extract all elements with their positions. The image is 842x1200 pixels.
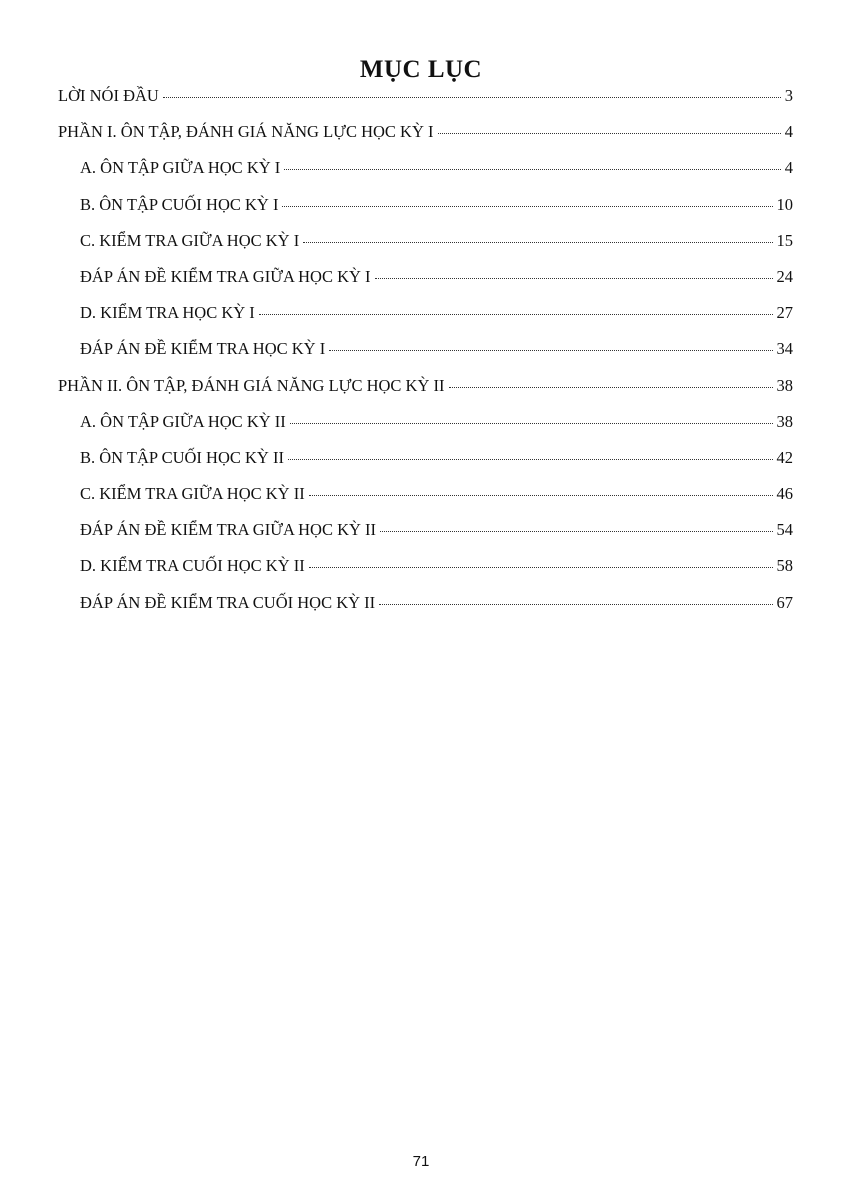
dot-leader [309,495,773,496]
toc-entry[interactable] [58,231,793,267]
toc-entry[interactable] [58,122,793,158]
toc-entry-page: 10 [776,194,793,214]
dot-leader [309,567,773,568]
dot-leader [284,169,780,170]
dot-leader [438,133,781,134]
toc-entry[interactable] [58,556,793,592]
dot-leader [379,604,772,605]
toc-entry-page: 15 [776,230,793,250]
dot-leader [163,97,781,98]
dot-leader [380,531,772,532]
table-of-contents [58,86,793,629]
dot-leader [375,278,773,279]
dot-leader [290,423,773,424]
toc-entry[interactable] [58,593,793,629]
toc-entry[interactable] [58,267,793,303]
toc-entry-label: LỜI NÓI ĐẦU [58,86,159,105]
toc-entry[interactable] [58,158,793,194]
toc-entry-label: C. KIỂM TRA GIỮA HỌC KỲ II [80,484,305,504]
dot-leader [259,314,773,315]
toc-entry-label: PHẦN I. ÔN TẬP, ĐÁNH GIÁ NĂNG LỰC HỌC KỲ I [58,122,434,142]
page-number: 71 [412,1153,430,1170]
toc-entry-label: ĐÁP ÁN ĐỀ KIỂM TRA CUỐI HỌC KỲ II [80,592,376,612]
toc-entry-page: 38 [776,411,793,431]
toc-entry[interactable] [58,86,793,122]
toc-entry-page: 34 [776,339,793,359]
toc-entry-page: 24 [776,266,793,286]
toc-entry-label: C. KIỂM TRA GIỮA HỌC KỲ I [80,230,300,250]
dot-leader [329,350,772,351]
toc-entry-page: 67 [776,592,793,612]
dot-leader [449,387,773,388]
toc-entry[interactable] [58,303,793,339]
toc-entry[interactable] [58,520,793,556]
dot-leader [282,206,772,207]
toc-entry-page: 3 [784,86,793,105]
toc-entry-page: 4 [784,158,793,178]
toc-entry-page: 38 [776,375,793,395]
toc-entry[interactable] [58,195,793,231]
dot-leader [288,459,773,460]
toc-entry-label: ĐÁP ÁN ĐỀ KIỂM TRA HỌC KỲ I [80,339,326,359]
toc-entry-label: PHẦN II. ÔN TẬP, ĐÁNH GIÁ NĂNG LỰC HỌC KỲ II [58,375,445,395]
toc-entry[interactable] [58,448,793,484]
toc-entry-page: 4 [784,122,793,142]
toc-entry[interactable] [58,339,793,375]
toc-entry-label: D. KIỂM TRA HỌC KỲ I [80,303,255,323]
toc-entry-label: ĐÁP ÁN ĐỀ KIỂM TRA GIỮA HỌC KỲ I [80,266,371,286]
toc-entry[interactable] [58,412,793,448]
toc-entry-page: 54 [776,520,793,540]
toc-entry[interactable] [58,376,793,412]
toc-entry[interactable] [58,484,793,520]
toc-entry-label: B. ÔN TẬP CUỐI HỌC KỲ II [80,447,284,467]
page-title: MỤC LỤC [359,56,483,83]
toc-entry-page: 58 [776,556,793,576]
dot-leader [303,242,772,243]
toc-entry-label: B. ÔN TẬP CUỐI HỌC KỲ I [80,194,279,214]
toc-entry-page: 46 [776,484,793,504]
toc-entry-label: ĐÁP ÁN ĐỀ KIỂM TRA GIỮA HỌC KỲ II [80,520,377,540]
toc-entry-label: A. ÔN TẬP GIỮA HỌC KỲ I [80,158,281,178]
toc-entry-label: A. ÔN TẬP GIỮA HỌC KỲ II [80,411,286,431]
toc-entry-page: 27 [776,303,793,323]
toc-entry-label: D. KIỂM TRA CUỐI HỌC KỲ II [80,556,305,576]
toc-entry-page: 42 [776,447,793,467]
